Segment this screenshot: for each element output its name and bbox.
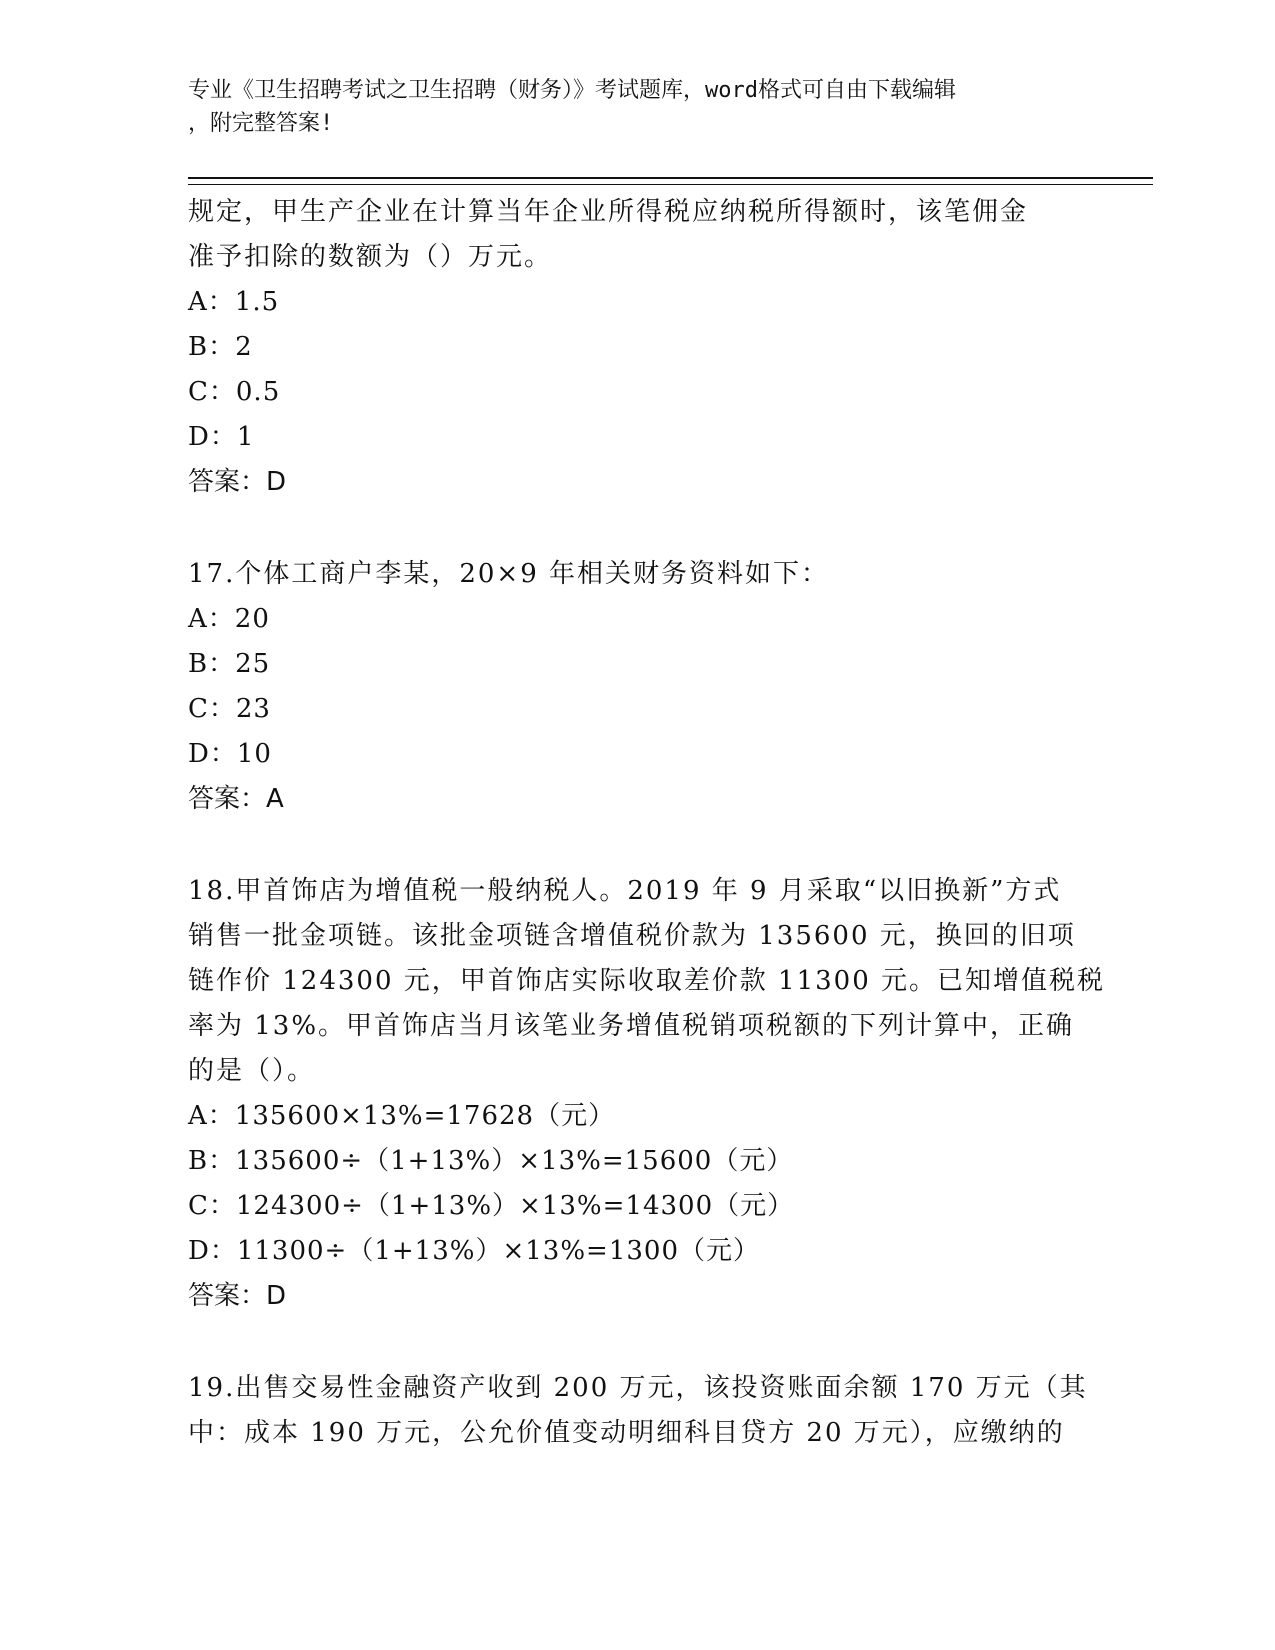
option-d: D：1: [188, 422, 255, 452]
question-stem-line: 18.甲首饰店为增值税一般纳税人。2019 年 9 月采取“以旧换新”方式: [188, 876, 1062, 906]
answer-line: 答案：D: [188, 1281, 287, 1311]
option-a: A：135600×13%=17628（元）: [188, 1101, 616, 1131]
option-c: C：0.5: [188, 377, 281, 407]
option-b: B：135600÷（1+13%）×13%=15600（元）: [188, 1146, 794, 1176]
option-b: B：2: [188, 332, 253, 362]
question-stem-line: 率为 13%。甲首饰店当月该笔业务增值税销项税额的下列计算中，正确: [188, 1011, 1075, 1041]
question-block-17: [188, 552, 1088, 822]
header-line-1: 专业《卫生招聘考试之卫生招聘（财务）》考试题库，word格式可自由下载编辑: [188, 78, 956, 103]
question-stem-line: 的是（）。: [188, 1056, 316, 1086]
header-rule-thick: [188, 177, 1153, 179]
question-block-18: [188, 869, 1106, 1319]
block-spacer: [188, 822, 1088, 869]
question-block-19: [188, 1366, 1088, 1456]
block-spacer: [188, 1319, 1088, 1366]
question-stem-line: 准予扣除的数额为（）万元。: [188, 242, 553, 272]
option-c: C：124300÷（1+13%）×13%=14300（元）: [188, 1191, 795, 1221]
block-spacer: [188, 505, 1088, 552]
question-stem-line: 销售一批金项链。该批金项链含增值税价款为 135600 元，换回的旧项: [188, 921, 1076, 951]
question-list: [188, 190, 1106, 1456]
question-block-16: [188, 190, 1088, 505]
option-a: A：1.5: [188, 287, 280, 317]
option-d: D：10: [188, 739, 272, 769]
question-stem-line: 规定，甲生产企业在计算当年企业所得税应纳税所得额时，该笔佣金: [188, 197, 1029, 227]
answer-line: 答案：D: [188, 467, 287, 497]
question-stem-line: 19.出售交易性金融资产收到 200 万元，该投资账面余额 170 万元（其: [188, 1373, 1088, 1403]
option-c: C：23: [188, 694, 271, 724]
header-line-2: ，附完整答案!: [188, 111, 334, 136]
option-a: A：20: [188, 604, 270, 634]
question-stem-line: 中：成本 190 万元，公允价值变动明细科目贷方 20 万元），应缴纳的: [188, 1418, 1065, 1448]
header-rule-thin: [188, 184, 1153, 185]
question-stem-line: 链作价 124300 元，甲首饰店实际收取差价款 11300 元。已知增值税税: [188, 966, 1106, 996]
question-stem-line: 17.个体工商户李某，20×9 年相关财务资料如下：: [188, 559, 830, 589]
option-b: B：25: [188, 649, 271, 679]
option-d: D：11300÷（1+13%）×13%=1300（元）: [188, 1236, 760, 1266]
answer-line: 答案：A: [188, 784, 284, 814]
page-header: [188, 74, 1088, 140]
